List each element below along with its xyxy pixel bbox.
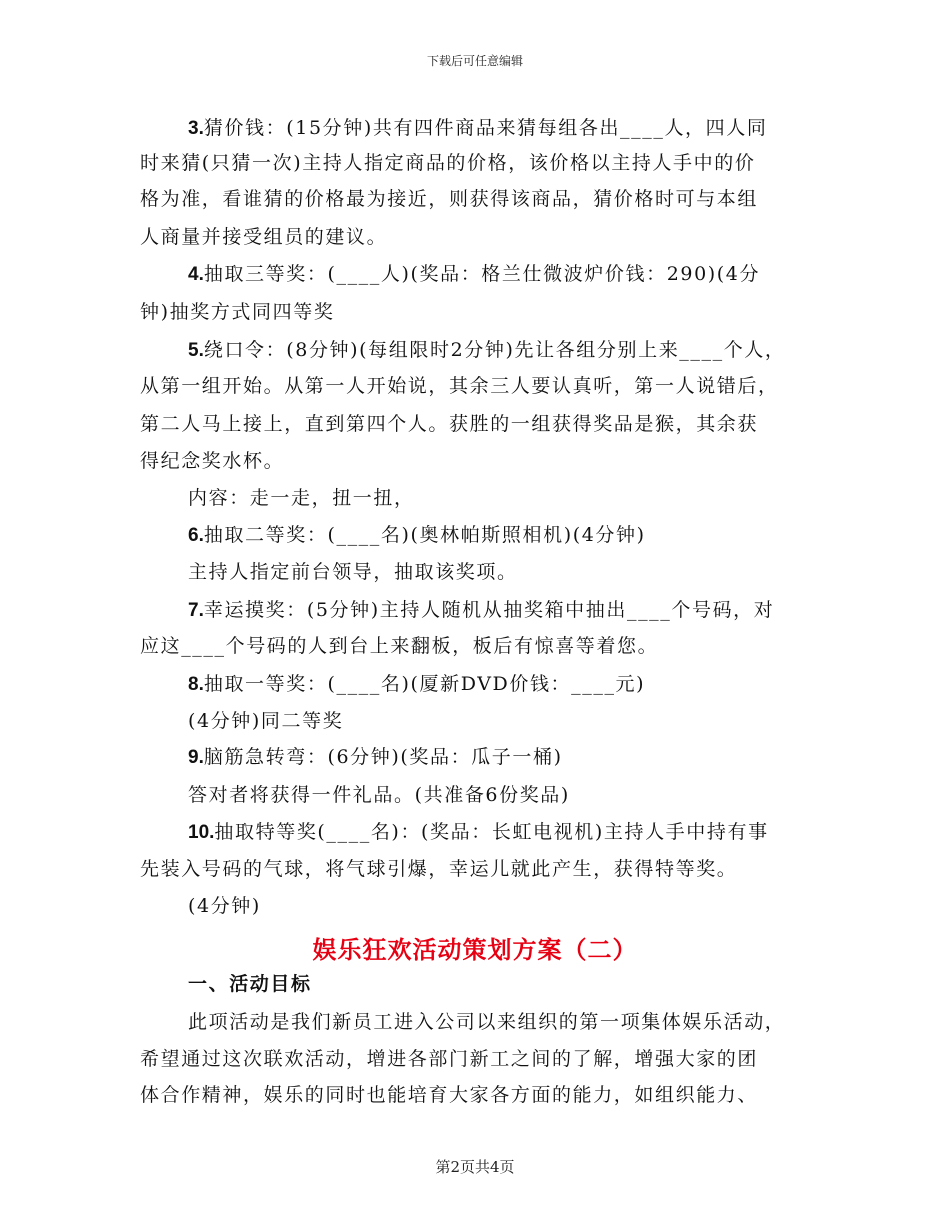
item-number: 9. bbox=[188, 747, 204, 768]
item-7-line-2: 应这____个号码的人到台上来翻板，板后有惊喜等着您。 bbox=[140, 635, 659, 657]
item-number: 4. bbox=[188, 264, 204, 285]
item-5-line-3: 第二人马上接上，直到第四个人。获胜的一组获得奖品是猴，其余获 bbox=[140, 413, 759, 435]
item-8-note: (4分钟)同二等奖 bbox=[188, 710, 344, 732]
content-line: 内容：走一走，扭一扭， bbox=[188, 487, 415, 509]
item-6-note: 主持人指定前台领导，抽取该奖项。 bbox=[188, 561, 518, 583]
item-number: 8. bbox=[188, 674, 204, 695]
item-10-note: (4分钟) bbox=[188, 895, 261, 917]
item-3-line-4: 人商量并接受组员的建议。 bbox=[140, 226, 388, 248]
item-5-line-2: 从第一组开始。从第一人开始说，其余三人要认真听，第一人说错后， bbox=[140, 375, 779, 397]
item-9-note: 答对者将获得一件礼品。(共准备6份奖品) bbox=[188, 784, 570, 806]
item-9-line-1: 9.脑筋急转弯：(6分钟)(奖品：瓜子一桶) bbox=[188, 746, 563, 768]
item-number: 7. bbox=[188, 600, 204, 621]
item-6-line-1: 6.抽取二等奖：(____名)(奥林帕斯照相机)(4分钟) bbox=[188, 524, 646, 546]
item-5-line-4: 得纪念奖水杯。 bbox=[140, 450, 285, 472]
page-footer: 第2页共4页 bbox=[435, 1158, 515, 1176]
section-paragraph-line-3: 体合作精神，娱乐的同时也能培育大家各方面的能力，如组织能力、 bbox=[140, 1084, 759, 1106]
item-8-line-1: 8.抽取一等奖：(____名)(厦新DVD价钱：____元) bbox=[188, 673, 646, 695]
section-paragraph-line-2: 希望通过这次联欢活动，增进各部门新工之间的了解，增强大家的团 bbox=[140, 1048, 759, 1070]
item-number: 5. bbox=[188, 340, 204, 361]
item-10-line-1: 10.抽取特等奖(____名)：(奖品：长虹电视机)主持人手中持有事 bbox=[188, 821, 769, 843]
section-paragraph-line-1: 此项活动是我们新员工进入公司以来组织的第一项集体娱乐活动， bbox=[188, 1011, 786, 1033]
item-5-line-1: 5.绕口令：(8分钟)(每组限时2分钟)先让各组分别上来____个人， bbox=[188, 339, 786, 361]
item-4-line-2: 钟)抽奖方式同四等奖 bbox=[140, 301, 335, 323]
item-3-line-2: 时来猜(只猜一次)主持人指定商品的价格，该价格以主持人手中的价 bbox=[140, 152, 756, 174]
item-4-line-1: 4.抽取三等奖：(____人)(奖品：格兰仕微波炉价钱：290)(4分 bbox=[188, 263, 761, 285]
item-number: 3. bbox=[188, 118, 204, 139]
item-10-line-2: 先装入号码的气球，将气球引爆，幸运儿就此产生，获得特等奖。 bbox=[140, 858, 738, 880]
section-heading: 一、活动目标 bbox=[188, 973, 312, 995]
item-number: 6. bbox=[188, 525, 204, 546]
page-header: 下载后可任意编辑 bbox=[426, 54, 523, 68]
item-7-line-1: 7.幸运摸奖：(5分钟)主持人随机从抽奖箱中抽出____个号码，对 bbox=[188, 599, 775, 621]
item-3-line-3: 格为准，看谁猜的价格最为接近，则获得该商品，猜价格时可与本组 bbox=[140, 188, 759, 210]
section-title: 娱乐狂欢活动策划方案（二） bbox=[312, 936, 638, 964]
item-3-line-1: 3.猜价钱：(15分钟)共有四件商品来猜每组各出____人，四人同 bbox=[188, 117, 768, 139]
item-number: 10. bbox=[188, 822, 215, 843]
